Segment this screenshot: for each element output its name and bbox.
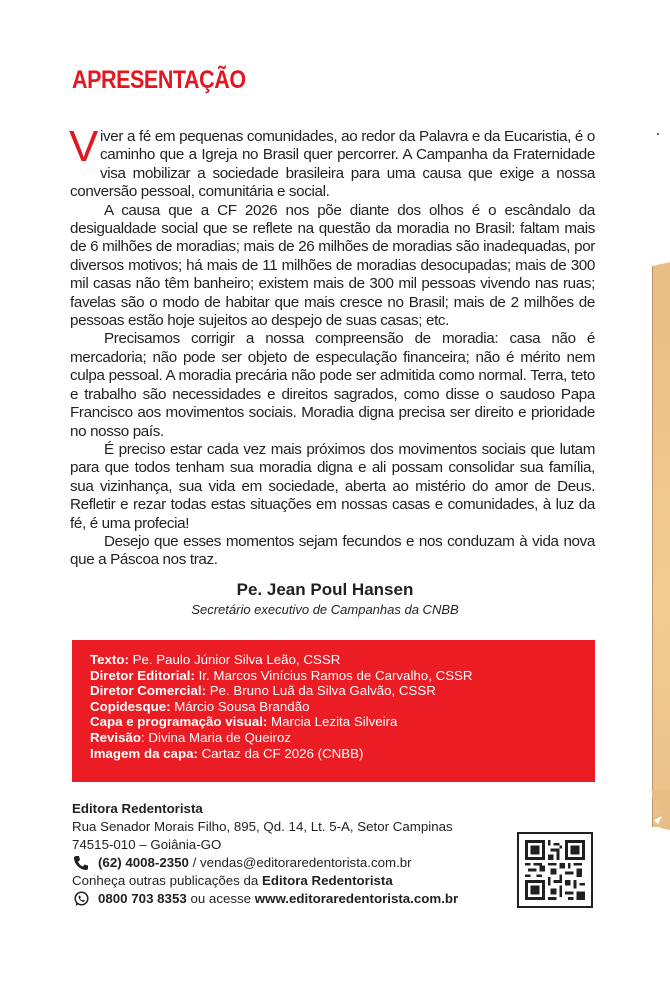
publisher-address-line2: 74515-010 – Goiânia-GO [72, 837, 222, 852]
presentation-body [69, 122, 595, 570]
page-title: APRESENTAÇÃO [72, 66, 246, 94]
publisher-info [72, 800, 512, 908]
publisher-name: Editora Redentorista [72, 801, 203, 816]
qr-code[interactable] [517, 832, 593, 908]
paragraph-1: Viver a fé em pequenas comunidades, ao redor da Palavra e da Eucaristia, é o caminho que a Igreja no Brasil quer percorrer. A Campanha da Fraternidade visa mobilizar a sociedade brasileira para uma causa que exige a nossa conversão pessoal, comunitária e social. [69, 122, 595, 201]
paragraph-5: Desejo que esses momentos sejam fecundos e nos conduzam à vida nova que a Páscoa nos traz. [70, 532, 595, 569]
whatsapp-row: 0800 703 8353 ou acesse www.editoraredentorista.com.br [72, 890, 512, 908]
decorative-torn-edge [650, 790, 670, 830]
credit-line: Imagem da capa: Cartaz da CF 2026 (CNBB) [90, 745, 364, 761]
paragraph-2: A causa que a CF 2026 nos põe diante dos olhos é o escândalo da desigualdade social que se reflete na questão da moradia no Brasil: faltam mais de 6 milhões de moradias; mais de 26 milhões de moradias são inadequadas, por diversos motivos; há mais de 11 milhões de moradias desocupadas; mais de 300 mil casas não têm banheiro; existem mais de 300 mil pessoas vivendo nas ruas; favelas são o modo de habitar que mais cresce no Brasil; mais de 2 milhões de pessoas estão hoje sujeitos ao despejo de suas casas; etc. [70, 201, 595, 330]
phone-number[interactable]: (62) 4008-2350 [98, 855, 189, 870]
paragraph-3: Precisamos corrigir a nossa compreensão de moradia: casa não é mercadoria; não pode ser objeto de especulação financeira; não é mérito nem culpa pessoal. A moradia precária não pode ser admitida como normal. Terra, teto e trabalho são necessidades e direitos sagrados, como disse o saudoso Papa Francisco aos movimentos sociais. Moradia digna precisa ser direito e prioridade no nosso país. [70, 330, 595, 440]
website-link[interactable]: www.editoraredentorista.com.br [254, 891, 459, 906]
phone-icon [72, 855, 90, 871]
email-link[interactable]: vendas@editoraredentorista.com.br [200, 855, 412, 870]
credit-line: Capa e programação visual: Marcia Lezita Silveira [90, 714, 398, 730]
whatsapp-number[interactable]: 0800 703 8353 [98, 891, 187, 906]
decorative-mark [657, 133, 659, 135]
credits-box [72, 640, 595, 782]
credit-line: Copidesque: Márcio Sousa Brandão [90, 698, 310, 714]
whatsapp-icon [72, 891, 90, 907]
paragraph-4: É preciso estar cada vez mais próximos dos movimentos sociais que lutam para que todos tenham sua moradia digna e ali possam consolidar sua família, sua vizinhança, sua vida em sociedade, aberta ao mistério do amor de Deus. Refletir e rezar todas estas situações em nossas casas e comunidades, à luz da fé, é uma profecia! [70, 440, 595, 532]
credit-line: Diretor Comercial: Pe. Bruno Luã da Silva Galvão, CSSR [90, 683, 436, 699]
credit-line: Texto: Pe. Paulo Júnior Silva Leão, CSSR [90, 652, 341, 667]
more-publications: Conheça outras publicações da Editora Redentorista [72, 873, 393, 888]
signature-name: Pe. Jean Poul Hansen [236, 580, 414, 599]
dropcap: V [69, 122, 98, 171]
contact-row: (62) 4008-2350 / vendas@editoraredentorista.com.br [72, 854, 512, 872]
signature-role: Secretário executivo de Campanhas da CNBB [191, 602, 459, 617]
signature-block [150, 580, 500, 617]
credit-line: Diretor Editorial: Ir. Marcos Vinícius Ramos de Carvalho, CSSR [90, 667, 473, 683]
credit-line: Revisão: Divina Maria de Queiroz [90, 729, 292, 745]
decorative-tan-strip [652, 262, 670, 827]
qr-code-icon [525, 840, 585, 900]
publisher-address-line1: Rua Senador Morais Filho, 895, Qd. 14, Lt. 5-A, Setor Campinas [72, 819, 453, 834]
